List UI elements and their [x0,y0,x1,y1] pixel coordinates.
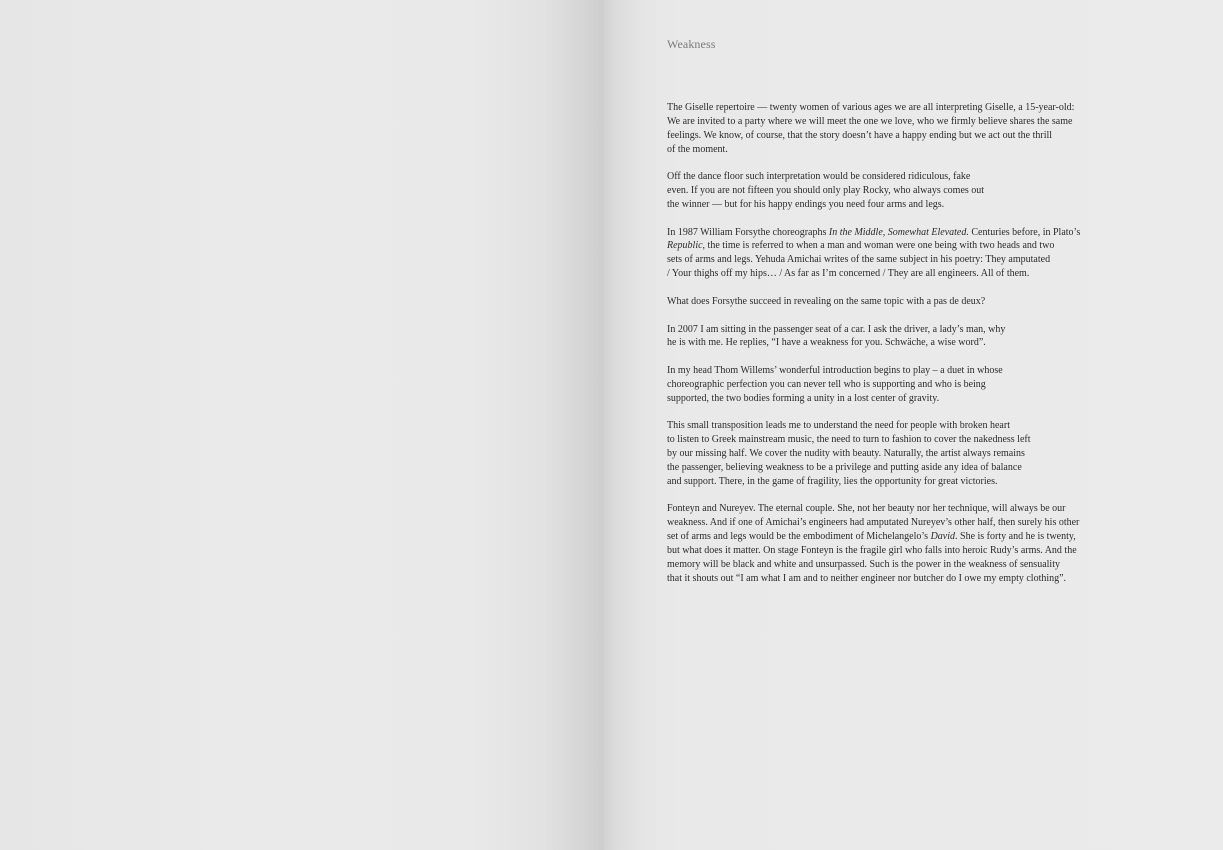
paragraph-willems [667,364,1147,406]
text-line: the passenger, believing weakness to be a privilege and putting aside any idea of balance [667,461,1022,473]
text-line: by our missing half. We cover the nudity with beauty. Naturally, the artist always remains [667,448,1025,460]
text-line: that it shouts out “I am what I am and to neither engineer nor butcher do I owe my empty clothing”. [667,572,1067,584]
text-line: of the moment. [667,143,728,155]
text-run: In 1987 William Forsythe choreographs [667,226,829,238]
text-line: weakness. And if one of Amichai’s engineers had amputated Nureyev’s other half, then surely his other [667,517,1080,529]
text-line: sets of arms and legs. Yehuda Amichai writes of the same subject in his poetry: They amputated [667,254,1051,266]
text-run: . She is forty and he is twenty, [955,531,1076,543]
text-run: , the time is referred to when a man and woman were one being with two heads and two [702,240,1055,252]
text-line: even. If you are not fifteen you should only play Rocky, who always comes out [667,185,985,197]
running-title: Weakness [667,37,716,51]
work-title-italic: David [930,531,956,543]
text-line: to listen to Greek mainstream music, the need to turn to fashion to cover the nakedness left [667,434,1031,446]
body-text [667,101,1147,599]
work-title-italic: In the Middle, Somewhat Elevated. [828,226,969,238]
text-line: In 2007 I am sitting in the passenger seat of a car. I ask the driver, a lady’s man, why [667,323,1006,335]
text-line: We are invited to a party where we will meet the one we love, who we firmly believe shares the same [667,115,1073,127]
text-line [667,239,1147,253]
text-line: This small transposition leads me to understand the need for people with broken heart [667,420,1010,432]
text-line [667,226,1147,240]
paragraph-fonteyn [667,502,1147,585]
text-line: and support. There, in the game of fragility, lies the opportunity for great victories. [667,475,998,487]
text-line: The Giselle repertoire — twenty women of various ages we are all interpreting Giselle, a 15-year-old: [667,102,1075,113]
paragraph-2007 [667,323,1147,351]
paragraph-forsythe [667,226,1147,281]
text-line: Off the dance floor such interpretation would be considered ridiculous, fake [667,171,971,183]
text-line: memory will be black and white and unsurpassed. Such is the power in the weakness of sensuality [667,558,1060,570]
text-line: but what does it matter. On stage Fonteyn is the fragile girl who falls into heroic Rudy’s arms. And the [667,545,1077,556]
text-line: Fonteyn and Nureyev. The eternal couple. She, not her beauty nor her technique, will always be our [667,503,1066,515]
paragraph-question [667,295,1147,309]
text-line: feelings. We know, of course, that the story doesn’t have a happy ending but we act out the thrill [667,129,1053,141]
text-line: the winner — but for his happy endings you need four arms and legs. [667,198,945,210]
text-line: he is with me. He replies, “I have a weakness for you. Schwäche, a wise word”. [667,337,986,349]
paragraph-rocky [667,170,1147,212]
work-title-italic: Republic [667,240,703,252]
text-run: Centuries before, in Plato’s [968,226,1081,238]
paragraph-transposition [667,419,1147,488]
text-line: In my head Thom Willems’ wonderful introduction begins to play – a duet in whose [667,365,1003,377]
text-line [667,530,1147,544]
text-line: choreographic perfection you can never tell who is supporting and who is being [667,378,986,390]
left-page [0,0,604,850]
right-page [604,0,1223,850]
text-line: What does Forsythe succeed in revealing on the same topic with a pas de deux? [667,295,986,307]
text-line: / Your thighs off my hips… / As far as I’m concerned / They are all engineers. All of them. [667,268,1030,280]
text-run: set of arms and legs would be the embodiment of Michelangelo’s [667,531,931,543]
text-line: supported, the two bodies forming a unity in a lost center of gravity. [667,392,940,404]
paragraph-giselle [667,101,1147,156]
